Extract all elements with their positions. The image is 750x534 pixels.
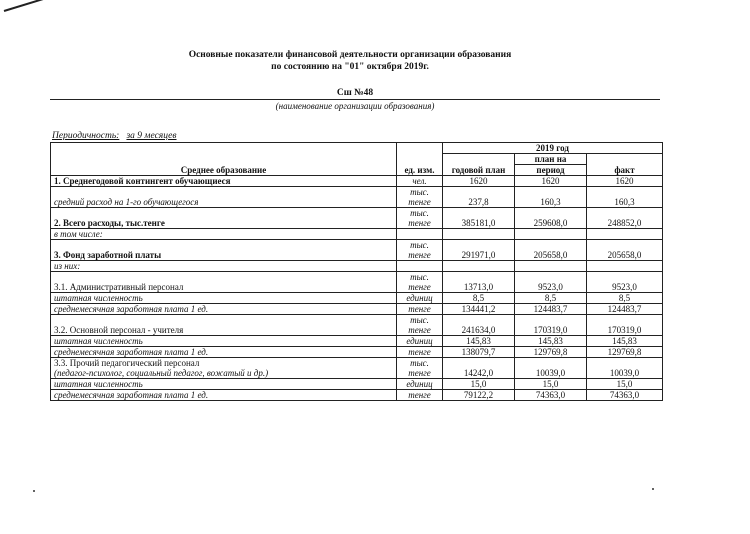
row-name: 3. Фонд заработной платы	[51, 240, 397, 261]
row-period	[515, 261, 587, 272]
row-plan: 291971,0	[443, 240, 515, 261]
row-unit-l1: тыс.	[410, 272, 429, 282]
report-title-line2: по состоянию на "01" октября 2019г.	[271, 62, 429, 72]
header-plan-period-l1: план на	[515, 154, 587, 165]
row-plan: 138079,7	[443, 347, 515, 358]
financial-table	[50, 142, 663, 401]
row-unit	[397, 229, 443, 240]
row-fact: 1620	[587, 176, 663, 187]
row-name: среднемесячная заработная плата 1 ед.	[51, 304, 397, 315]
row-plan	[443, 229, 515, 240]
row-plan: 145,83	[443, 336, 515, 347]
row-plan: 237,8	[443, 187, 515, 208]
row-unit-l2: тенге	[408, 368, 431, 378]
row-fact: 145,83	[587, 336, 663, 347]
table-row	[51, 187, 663, 208]
row-period: 170319,0	[515, 315, 587, 336]
row-unit-l2: тенге	[408, 325, 431, 335]
table-row	[51, 208, 663, 229]
table-row	[51, 304, 663, 315]
row-fact	[587, 261, 663, 272]
row-unit: чел.	[397, 176, 443, 187]
row-unit-l1: тыс.	[410, 240, 429, 250]
row-name: в том числе:	[51, 229, 397, 240]
row-name: 3.2. Основной персонал - учителя	[51, 315, 397, 336]
row-period: 74363,0	[515, 390, 587, 401]
row-unit: тенге	[397, 347, 443, 358]
table-row	[51, 379, 663, 390]
row-period: 145,83	[515, 336, 587, 347]
header-plan-year: годовой план	[443, 154, 515, 176]
table-header-row	[51, 143, 663, 154]
row-plan: 134441,2	[443, 304, 515, 315]
row-unit: тенге	[397, 390, 443, 401]
row-period: 259608,0	[515, 208, 587, 229]
row-fact: 15,0	[587, 379, 663, 390]
row-unit	[397, 358, 443, 379]
report-title-line1: Основные показатели финансовой деятельности организации образования	[188, 50, 512, 60]
row-unit-l1: тыс.	[410, 208, 429, 218]
table-row	[51, 240, 663, 261]
row-name: среднемесячная заработная плата 1 ед.	[51, 390, 397, 401]
row-unit: единиц	[397, 379, 443, 390]
header-unit: ед. изм.	[397, 143, 443, 176]
row-period: 15,0	[515, 379, 587, 390]
scan-speck	[33, 490, 35, 492]
row-period: 10039,0	[515, 358, 587, 379]
table-row	[51, 229, 663, 240]
row-name: среднемесячная заработная плата 1 ед.	[51, 347, 397, 358]
row-unit	[397, 208, 443, 229]
row-fact: 205658,0	[587, 240, 663, 261]
row-unit	[397, 187, 443, 208]
row-unit-l1: тыс.	[410, 315, 429, 325]
row-unit-l2: тенге	[408, 197, 431, 207]
row-name: штатная численность	[51, 379, 397, 390]
row-name	[51, 358, 397, 379]
period-label: Периодичность:	[52, 131, 120, 141]
period-value: за 9 месяцев	[126, 131, 177, 141]
row-unit	[397, 272, 443, 293]
row-unit	[397, 315, 443, 336]
header-name: Среднее образование	[51, 143, 397, 176]
row-fact: 9523,0	[587, 272, 663, 293]
row-plan: 241634,0	[443, 315, 515, 336]
row-fact	[587, 229, 663, 240]
row-fact: 170319,0	[587, 315, 663, 336]
org-name: Сш №48	[336, 88, 374, 98]
table-row	[51, 347, 663, 358]
row-period	[515, 229, 587, 240]
row-period: 1620	[515, 176, 587, 187]
row-unit: тенге	[397, 304, 443, 315]
row-name: 2. Всего расходы, тыс.тенге	[51, 208, 397, 229]
row-period: 124483,7	[515, 304, 587, 315]
header-fact: факт	[587, 154, 663, 176]
row-unit: единиц	[397, 293, 443, 304]
row-name: штатная численность	[51, 336, 397, 347]
row-unit-l2: тенге	[408, 282, 431, 292]
row-unit-l1: тыс.	[410, 358, 429, 368]
row-name-l2: (педагог-психолог, социальный педагог, вожатый и др.)	[54, 368, 269, 378]
row-unit-l2: тенге	[408, 218, 431, 228]
row-period: 160,3	[515, 187, 587, 208]
org-underline	[50, 99, 660, 100]
row-plan: 1620	[443, 176, 515, 187]
row-plan	[443, 261, 515, 272]
table-row	[51, 390, 663, 401]
header-plan-period-l2: период	[515, 165, 587, 176]
row-name: 3.1. Административный персонал	[51, 272, 397, 293]
periodicity	[52, 131, 177, 141]
row-fact: 248852,0	[587, 208, 663, 229]
row-period: 9523,0	[515, 272, 587, 293]
row-unit-l1: тыс.	[410, 187, 429, 197]
row-period: 8,5	[515, 293, 587, 304]
header-year: 2019 год	[443, 143, 663, 154]
row-period: 129769,8	[515, 347, 587, 358]
table-row	[51, 272, 663, 293]
table-row	[51, 336, 663, 347]
row-fact: 74363,0	[587, 390, 663, 401]
row-name-l1: 3.3. Прочий педагогический персонал	[54, 358, 200, 368]
row-plan: 13713,0	[443, 272, 515, 293]
org-caption: (наименование организации образования)	[275, 101, 435, 111]
row-unit	[397, 261, 443, 272]
row-fact: 129769,8	[587, 347, 663, 358]
row-plan: 15,0	[443, 379, 515, 390]
row-fact: 124483,7	[587, 304, 663, 315]
table-row	[51, 315, 663, 336]
row-plan: 385181,0	[443, 208, 515, 229]
row-name: средний расход на 1-го обучающегося	[51, 187, 397, 208]
row-unit-l2: тенге	[408, 250, 431, 260]
row-name: штатная численность	[51, 293, 397, 304]
table-row	[51, 176, 663, 187]
table-row	[51, 261, 663, 272]
row-unit: единиц	[397, 336, 443, 347]
table-row	[51, 358, 663, 379]
row-unit	[397, 240, 443, 261]
row-plan: 79122,2	[443, 390, 515, 401]
row-period: 205658,0	[515, 240, 587, 261]
scan-speck	[652, 488, 654, 490]
row-plan: 8,5	[443, 293, 515, 304]
row-fact: 160,3	[587, 187, 663, 208]
row-name: 1. Среднегодовой контингент обучающиеся	[51, 176, 397, 187]
row-fact: 8,5	[587, 293, 663, 304]
pen-mark	[4, 0, 47, 12]
row-name: из них:	[51, 261, 397, 272]
table-row	[51, 293, 663, 304]
row-plan: 14242,0	[443, 358, 515, 379]
row-fact: 10039,0	[587, 358, 663, 379]
